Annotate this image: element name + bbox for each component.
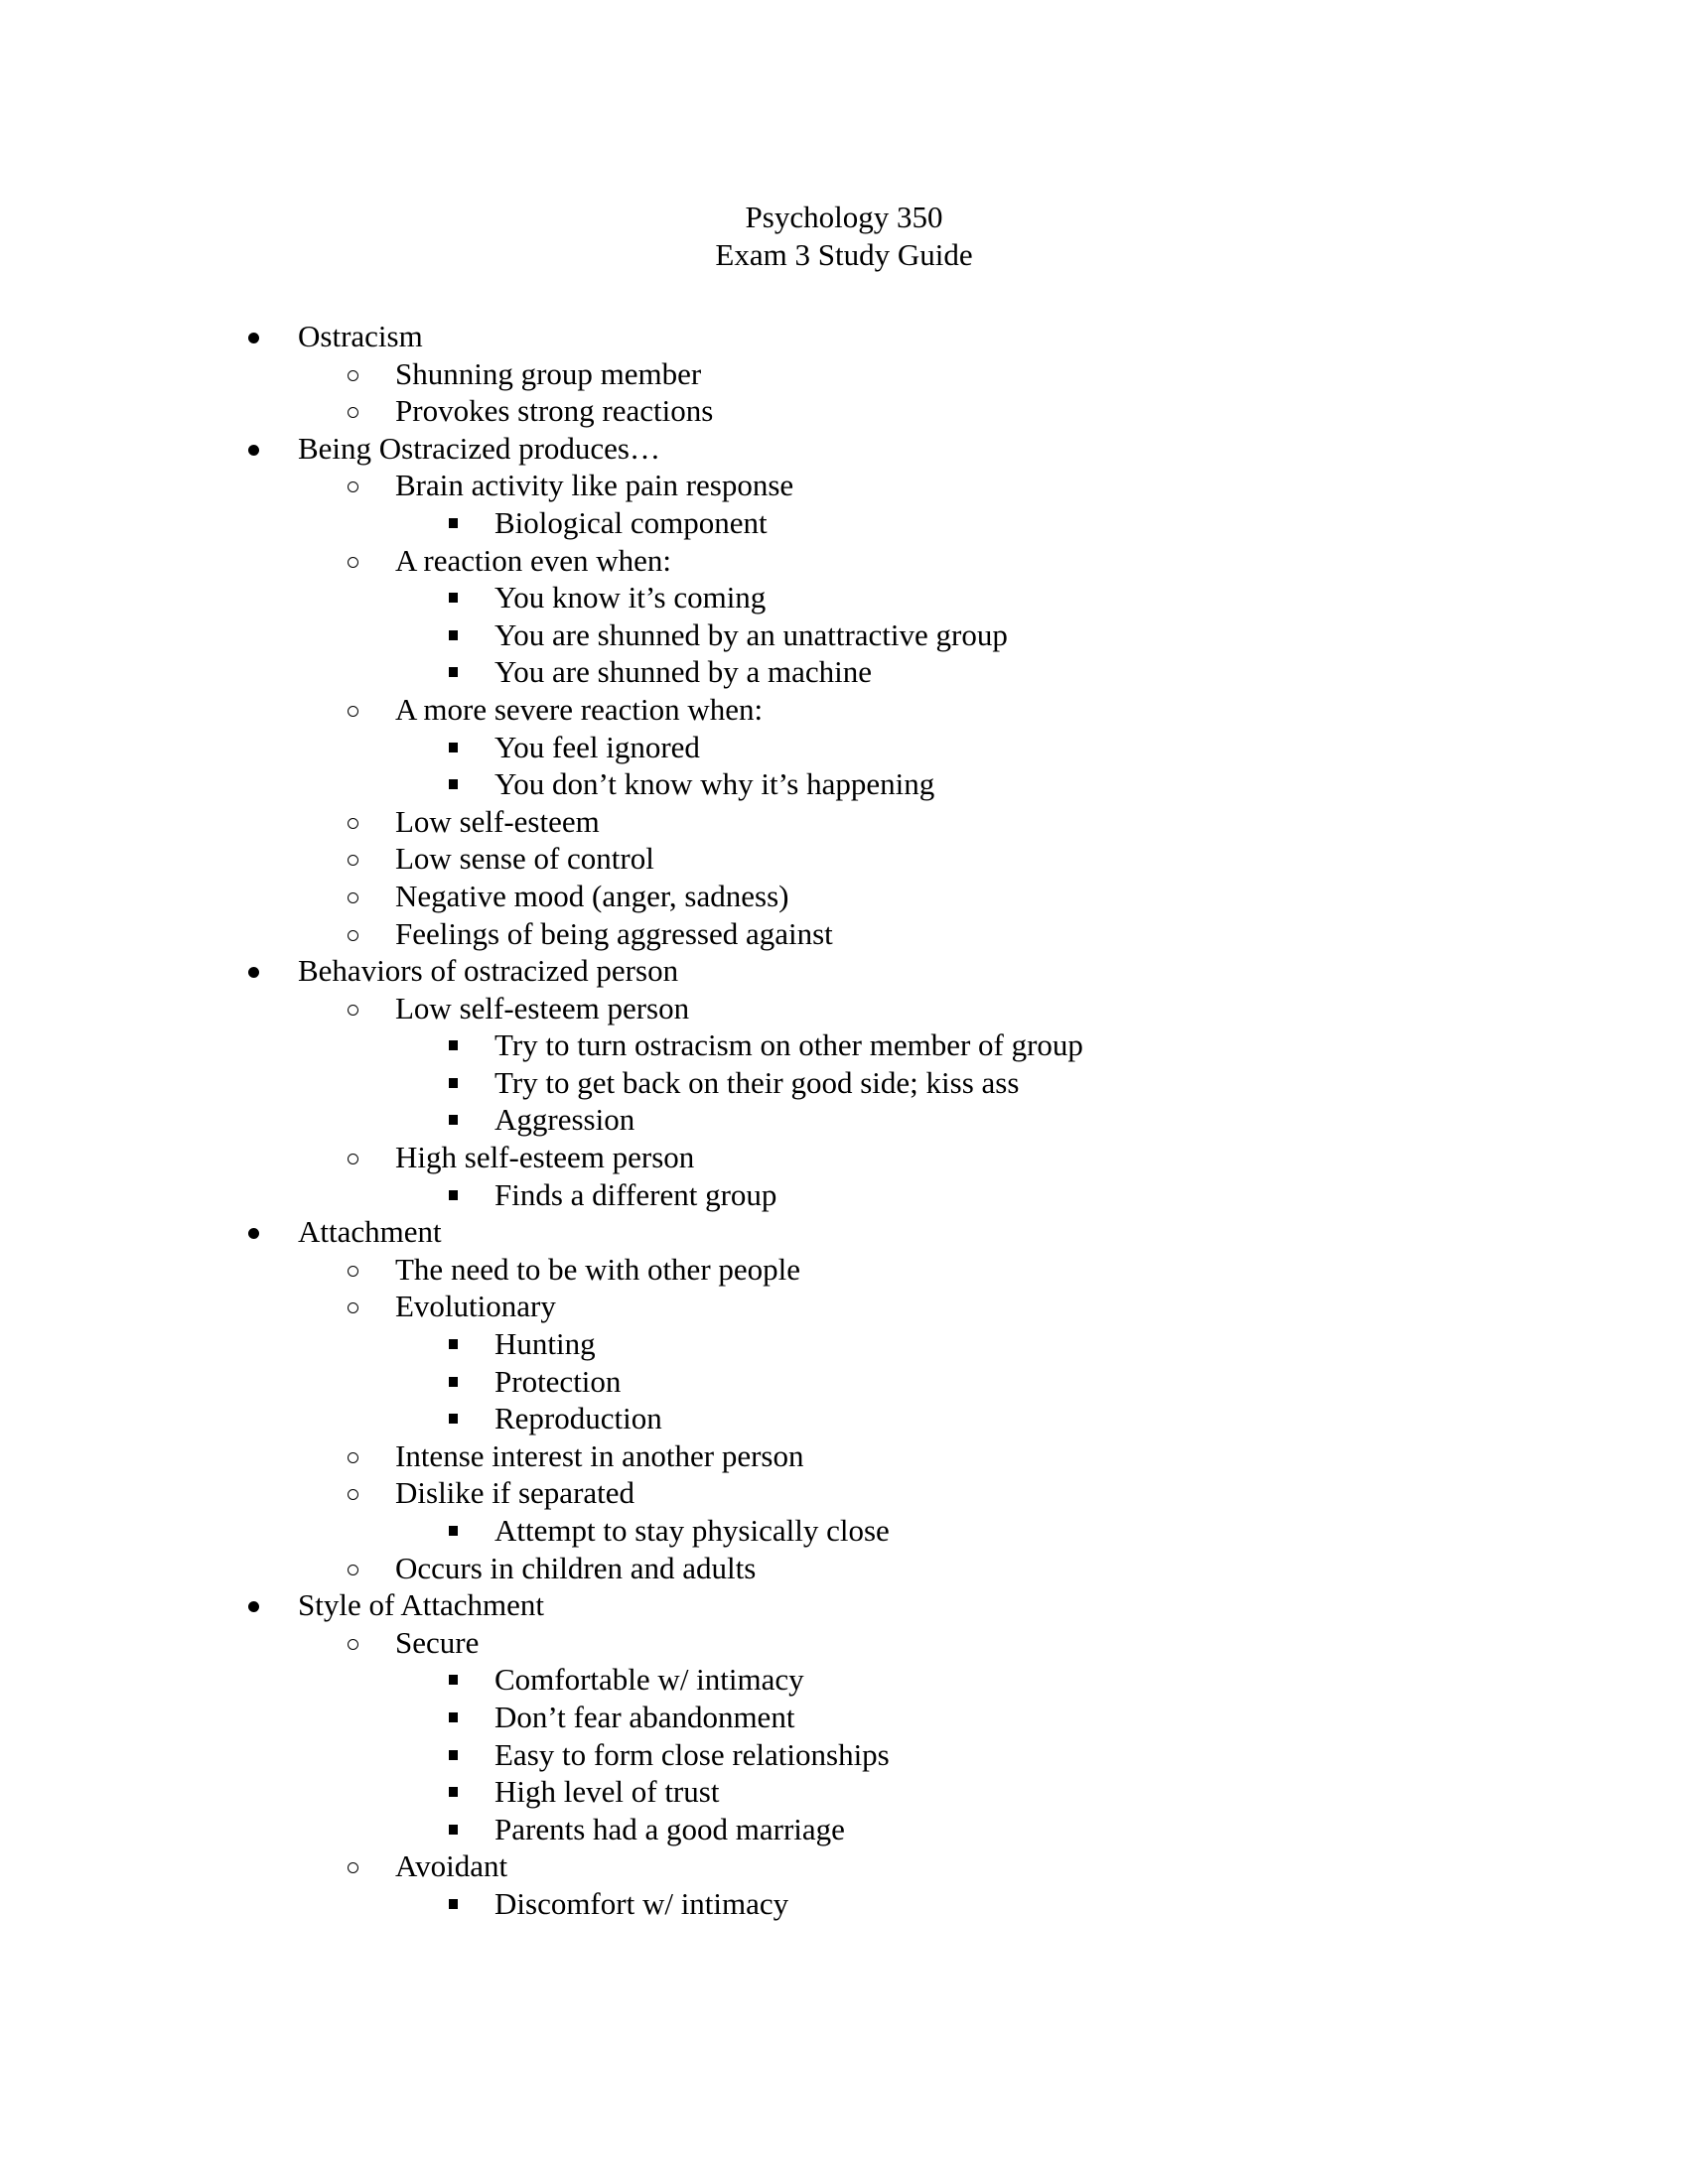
outline-item-text: A reaction even when: xyxy=(395,542,672,578)
outline-item-level-2 xyxy=(0,840,1688,878)
outline-item-text: Dislike if separated xyxy=(395,1475,635,1511)
outline-item-level-3 xyxy=(0,1661,1688,1699)
outline-item-text: Parents had a good marriage xyxy=(494,1811,845,1846)
outline-item-level-3 xyxy=(0,1885,1688,1923)
square-bullet-icon xyxy=(449,1526,458,1536)
outline-item-text: Provokes strong reactions xyxy=(395,393,714,429)
outline-item-text: High self-esteem person xyxy=(395,1140,695,1175)
hollow-circle-bullet-icon xyxy=(348,557,358,568)
hollow-circle-bullet-icon xyxy=(348,818,358,829)
outline-item-level-3 xyxy=(0,729,1688,766)
outline-item-level-2 xyxy=(0,1624,1688,1662)
square-bullet-icon xyxy=(449,1675,458,1685)
hollow-circle-bullet-icon xyxy=(348,370,358,381)
outline-item-text: Protection xyxy=(494,1363,622,1399)
outline-item-text: A more severe reaction when: xyxy=(395,691,764,727)
outline-item-text: Shunning group member xyxy=(395,355,702,391)
outline-item-text: Secure xyxy=(395,1624,480,1660)
outline-item-level-3 xyxy=(0,1363,1688,1401)
outline-item-text: Intense interest in another person xyxy=(395,1437,804,1473)
outline-item-level-2 xyxy=(0,1550,1688,1587)
outline-item-level-1 xyxy=(0,952,1688,990)
hollow-circle-bullet-icon xyxy=(348,1266,358,1277)
outline-item-level-2 xyxy=(0,1437,1688,1475)
outline-item-text: Avoidant xyxy=(395,1848,508,1884)
hollow-circle-bullet-icon xyxy=(348,1302,358,1313)
outline-item-text: You feel ignored xyxy=(494,729,700,764)
outline-item-text: Brain activity like pain response xyxy=(395,468,794,503)
square-bullet-icon xyxy=(449,743,458,752)
square-bullet-icon xyxy=(449,1414,458,1424)
outline-item-text: Evolutionary xyxy=(395,1289,556,1324)
outline-item-text: High level of trust xyxy=(494,1774,720,1810)
square-bullet-icon xyxy=(449,667,458,677)
outline-item-level-3 xyxy=(0,1176,1688,1214)
outline-item-text: Attachment xyxy=(298,1214,442,1250)
filled-circle-bullet-icon xyxy=(248,967,259,978)
square-bullet-icon xyxy=(449,1190,458,1200)
outline-item-text: Low sense of control xyxy=(395,841,654,877)
outline-item-text: Try to get back on their good side; kiss ass xyxy=(494,1064,1020,1100)
outline-item-level-2 xyxy=(0,1288,1688,1325)
outline-item-text: Easy to form close relationships xyxy=(494,1736,890,1772)
outline-item-level-1 xyxy=(0,1586,1688,1624)
outline-item-text: The need to be with other people xyxy=(395,1251,801,1287)
document-title xyxy=(0,199,1688,273)
outline-item-level-2 xyxy=(0,915,1688,953)
outline-item-text: Aggression xyxy=(494,1102,635,1138)
outline-item-text: Ostracism xyxy=(298,319,423,353)
outline-item-level-2 xyxy=(0,1139,1688,1176)
outline-item-text: You are shunned by an unattractive group xyxy=(494,616,1008,652)
hollow-circle-bullet-icon xyxy=(348,481,358,492)
outline-item-level-3 xyxy=(0,1400,1688,1437)
outline-item-level-2 xyxy=(0,542,1688,580)
hollow-circle-bullet-icon xyxy=(348,1489,358,1500)
filled-circle-bullet-icon xyxy=(248,1601,259,1612)
outline-item-text: Low self-esteem person xyxy=(395,990,690,1025)
outline-item-text: Finds a different group xyxy=(494,1176,777,1212)
outline-item-level-1 xyxy=(0,318,1688,355)
square-bullet-icon xyxy=(449,1787,458,1797)
outline-item-level-1 xyxy=(0,430,1688,468)
outline-item-text: Comfortable w/ intimacy xyxy=(494,1662,804,1698)
outline-item-level-2 xyxy=(0,1474,1688,1512)
square-bullet-icon xyxy=(449,1339,458,1349)
square-bullet-icon xyxy=(449,518,458,528)
title-course: Psychology 350 xyxy=(745,200,943,234)
outline-item-text: Being Ostracized produces… xyxy=(298,430,660,466)
square-bullet-icon xyxy=(449,1040,458,1050)
hollow-circle-bullet-icon xyxy=(348,1452,358,1463)
outline-item-text: Negative mood (anger, sadness) xyxy=(395,878,789,913)
hollow-circle-bullet-icon xyxy=(348,855,358,866)
outline-item-level-1 xyxy=(0,1213,1688,1251)
outline-item-level-3 xyxy=(0,579,1688,616)
outline-item-text: Style of Attachment xyxy=(298,1587,544,1623)
square-bullet-icon xyxy=(449,630,458,640)
filled-circle-bullet-icon xyxy=(248,333,259,343)
outline-item-text: Behaviors of ostracized person xyxy=(298,953,679,989)
outline-item-level-2 xyxy=(0,467,1688,504)
outline-item-text: You don’t know why it’s happening xyxy=(494,766,935,802)
outline-item-level-2 xyxy=(0,1251,1688,1289)
outline-item-level-2 xyxy=(0,392,1688,430)
title-subtitle: Exam 3 Study Guide xyxy=(715,236,973,272)
square-bullet-icon xyxy=(449,1115,458,1125)
filled-circle-bullet-icon xyxy=(248,1228,259,1239)
square-bullet-icon xyxy=(449,779,458,789)
square-bullet-icon xyxy=(449,1712,458,1722)
hollow-circle-bullet-icon xyxy=(348,1154,358,1164)
study-guide-outline xyxy=(0,318,1688,1923)
hollow-circle-bullet-icon xyxy=(348,706,358,717)
outline-item-level-2 xyxy=(0,691,1688,729)
outline-item-level-3 xyxy=(0,1325,1688,1363)
outline-item-text: Occurs in children and adults xyxy=(395,1550,757,1585)
outline-item-text: Try to turn ostracism on other member of group xyxy=(494,1027,1083,1063)
outline-item-level-3 xyxy=(0,1512,1688,1550)
outline-item-level-2 xyxy=(0,1847,1688,1885)
outline-item-text: You are shunned by a machine xyxy=(494,654,872,690)
outline-item-level-2 xyxy=(0,803,1688,841)
hollow-circle-bullet-icon xyxy=(348,1565,358,1575)
square-bullet-icon xyxy=(449,1078,458,1088)
outline-item-level-3 xyxy=(0,1699,1688,1736)
hollow-circle-bullet-icon xyxy=(348,930,358,941)
outline-item-level-3 xyxy=(0,1101,1688,1139)
outline-item-text: Low self-esteem xyxy=(395,803,600,839)
square-bullet-icon xyxy=(449,1899,458,1909)
outline-item-level-2 xyxy=(0,878,1688,915)
hollow-circle-bullet-icon xyxy=(348,1639,358,1650)
filled-circle-bullet-icon xyxy=(248,445,259,456)
outline-item-text: Biological component xyxy=(494,504,768,540)
square-bullet-icon xyxy=(449,1377,458,1387)
outline-item-text: Don’t fear abandonment xyxy=(494,1699,795,1734)
outline-item-text: Attempt to stay physically close xyxy=(494,1513,890,1548)
outline-item-level-3 xyxy=(0,1064,1688,1102)
hollow-circle-bullet-icon xyxy=(348,407,358,418)
outline-item-level-3 xyxy=(0,653,1688,691)
outline-item-text: Feelings of being aggressed against xyxy=(395,915,833,951)
outline-item-level-3 xyxy=(0,616,1688,654)
hollow-circle-bullet-icon xyxy=(348,1862,358,1873)
square-bullet-icon xyxy=(449,1825,458,1835)
outline-item-level-3 xyxy=(0,765,1688,803)
square-bullet-icon xyxy=(449,1750,458,1760)
outline-item-level-3 xyxy=(0,1736,1688,1774)
outline-item-text: You know it’s coming xyxy=(494,580,767,615)
square-bullet-icon xyxy=(449,593,458,603)
outline-item-text: Hunting xyxy=(494,1326,596,1362)
outline-item-level-3 xyxy=(0,1026,1688,1064)
outline-item-level-3 xyxy=(0,1773,1688,1811)
outline-item-level-3 xyxy=(0,1811,1688,1848)
hollow-circle-bullet-icon xyxy=(348,892,358,903)
outline-item-text: Discomfort w/ intimacy xyxy=(494,1885,789,1921)
outline-item-text: Reproduction xyxy=(494,1401,662,1436)
outline-item-level-2 xyxy=(0,990,1688,1027)
outline-item-level-2 xyxy=(0,355,1688,393)
outline-item-level-3 xyxy=(0,504,1688,542)
hollow-circle-bullet-icon xyxy=(348,1005,358,1016)
